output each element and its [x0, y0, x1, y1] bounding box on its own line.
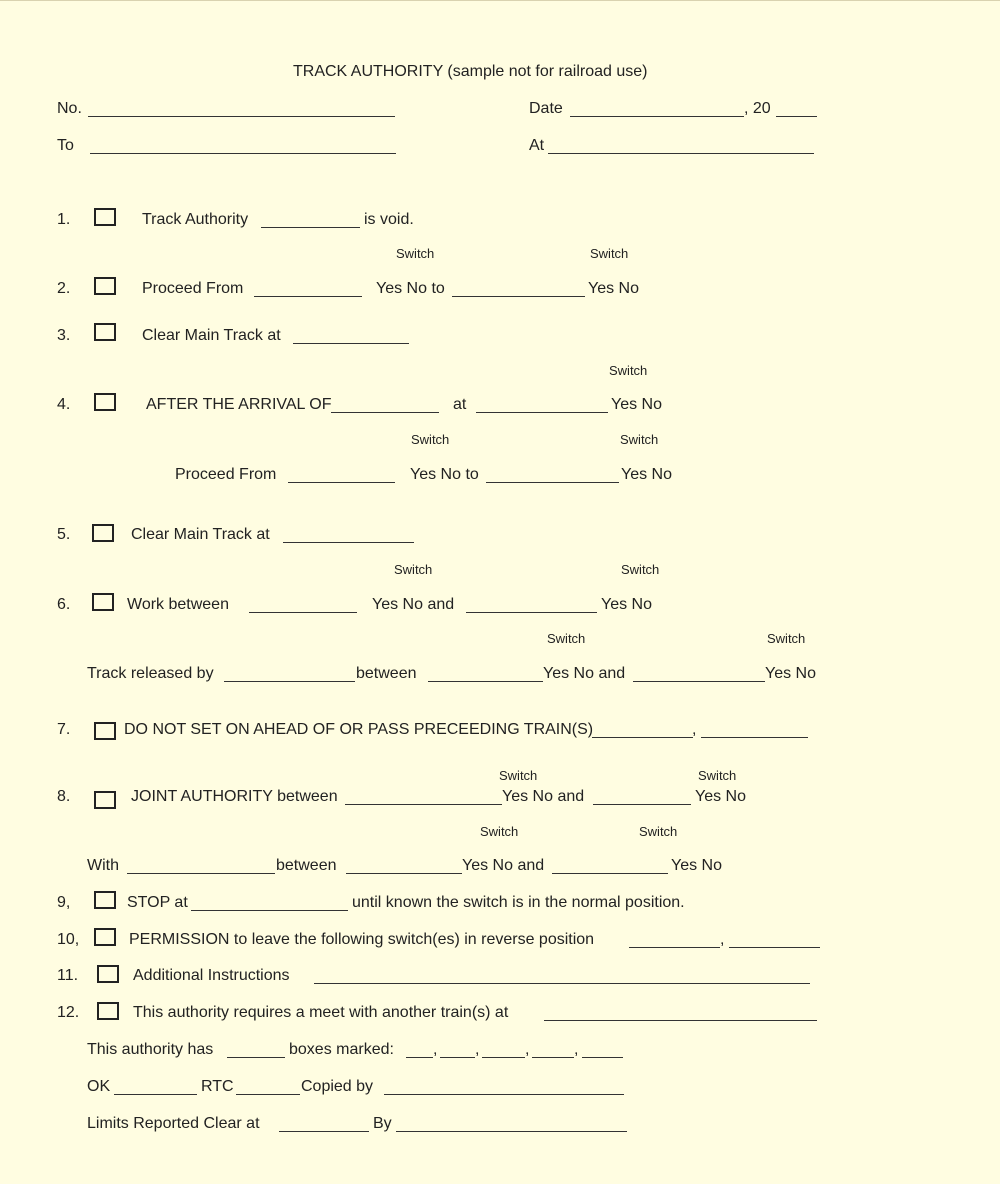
item-number: 11. — [57, 967, 79, 984]
item-number: 12. — [57, 1004, 80, 1021]
item-6-between-field[interactable] — [249, 612, 357, 613]
item-5-field[interactable] — [283, 542, 414, 543]
item-8-mid: Yes No and — [502, 788, 585, 805]
to-field[interactable] — [90, 153, 396, 154]
item-8-between2-field[interactable] — [346, 873, 462, 874]
ok-field[interactable] — [114, 1094, 197, 1095]
page-title: TRACK AUTHORITY (sample not for railroad use) — [293, 63, 648, 80]
switch-label: Switch — [499, 768, 538, 783]
item-4-at: at — [453, 396, 467, 413]
item-4-at-field[interactable] — [476, 412, 608, 413]
yes-no: Yes No — [601, 596, 652, 613]
box-field[interactable] — [482, 1057, 525, 1058]
switch-label: Switch — [620, 432, 659, 447]
item-8-between-field[interactable] — [345, 804, 502, 805]
item-number: 9, — [57, 894, 71, 911]
boxes-count-field[interactable] — [227, 1057, 285, 1058]
item-7-comma: , — [692, 721, 697, 738]
yes-no: Yes No — [695, 788, 746, 805]
top-border — [0, 0, 1000, 1]
year-field[interactable] — [776, 116, 817, 117]
item-6-mid: Yes No and — [372, 596, 455, 613]
switch-label: Switch — [396, 246, 435, 261]
item-10-comma: , — [720, 931, 725, 948]
item-12-text: This authority requires a meet with another train(s) at — [133, 1004, 509, 1021]
switch-label: Switch — [609, 363, 648, 378]
item-6-mid2: Yes No and — [543, 665, 626, 682]
item-number: 8. — [57, 788, 71, 805]
item-4-mid: Yes No to — [410, 466, 479, 483]
item-8-with: With — [87, 857, 119, 874]
limits-label: Limits Reported Clear at — [87, 1115, 260, 1132]
yes-no: Yes No — [671, 857, 722, 874]
box-field[interactable] — [440, 1057, 475, 1058]
item-11-text: Additional Instructions — [133, 967, 290, 984]
item-5-checkbox[interactable] — [92, 524, 114, 542]
at-field[interactable] — [548, 153, 814, 154]
item-number: 7. — [57, 721, 71, 738]
box-comma: , — [475, 1041, 480, 1058]
switch-label: Switch — [621, 562, 660, 577]
item-9-checkbox[interactable] — [94, 891, 116, 909]
item-number: 2. — [57, 280, 71, 297]
item-10-switch-field-1[interactable] — [629, 947, 720, 948]
item-6-text: Work between — [127, 596, 229, 613]
yes-no: Yes No — [621, 466, 672, 483]
item-9-text: STOP at — [127, 894, 188, 911]
item-6-and2-field[interactable] — [633, 681, 765, 682]
item-6-released: Track released by — [87, 665, 214, 682]
copied-label: Copied by — [301, 1078, 374, 1095]
no-label: No. — [57, 100, 82, 117]
item-3-field[interactable] — [293, 343, 409, 344]
item-8-mid2: Yes No and — [462, 857, 545, 874]
item-7-checkbox[interactable] — [94, 722, 116, 740]
switch-label: Switch — [639, 824, 678, 839]
item-number: 1. — [57, 211, 71, 228]
item-7-train-field-1[interactable] — [592, 737, 693, 738]
year-prefix: , 20 — [744, 100, 771, 117]
date-field[interactable] — [570, 116, 744, 117]
by-label: By — [373, 1115, 392, 1132]
item-6-and-field[interactable] — [466, 612, 597, 613]
item-7-text: DO NOT SET ON AHEAD OF OR PASS PRECEEDING TRAIN(S) — [124, 721, 594, 738]
switch-label: Switch — [411, 432, 450, 447]
box-comma: , — [574, 1041, 579, 1058]
item-5-text: Clear Main Track at — [131, 526, 270, 543]
ok-label: OK — [87, 1078, 111, 1095]
item-6-between: between — [356, 665, 417, 682]
item-number: 4. — [57, 396, 71, 413]
item-4-proceed: Proceed From — [175, 466, 277, 483]
box-field[interactable] — [406, 1057, 433, 1058]
item-9-field[interactable] — [191, 910, 348, 911]
copied-field[interactable] — [384, 1094, 624, 1095]
item-9-suffix: until known the switch is in the normal position. — [352, 894, 685, 911]
item-12-field[interactable] — [544, 1020, 817, 1021]
switch-label: Switch — [767, 631, 806, 646]
item-8-text: JOINT AUTHORITY between — [131, 788, 338, 805]
switch-label: Switch — [394, 562, 433, 577]
switch-label: Switch — [698, 768, 737, 783]
switch-label: Switch — [547, 631, 586, 646]
item-number: 3. — [57, 327, 71, 344]
item-1-authority-field[interactable] — [261, 227, 360, 228]
to-label: To — [57, 137, 74, 154]
item-3-text: Clear Main Track at — [142, 327, 281, 344]
boxes-prefix: This authority has — [87, 1041, 214, 1058]
box-field[interactable] — [532, 1057, 574, 1058]
item-6-checkbox[interactable] — [92, 593, 114, 611]
item-2-checkbox[interactable] — [94, 277, 116, 295]
switch-label: Switch — [480, 824, 519, 839]
by-field[interactable] — [396, 1131, 627, 1132]
item-7-train-field-2[interactable] — [701, 737, 808, 738]
item-4-to-field[interactable] — [486, 482, 619, 483]
item-10-text: PERMISSION to leave the following switch(es) in reverse position — [129, 931, 595, 948]
item-8-checkbox[interactable] — [94, 791, 116, 809]
item-4-from-field[interactable] — [288, 482, 395, 483]
item-2-from-field[interactable] — [254, 296, 362, 297]
item-8-and2-field[interactable] — [552, 873, 668, 874]
item-6-between2-field[interactable] — [428, 681, 543, 682]
box-comma: , — [525, 1041, 530, 1058]
item-2-to-field[interactable] — [452, 296, 585, 297]
boxes-marked: boxes marked: — [289, 1041, 394, 1058]
item-3-checkbox[interactable] — [94, 323, 116, 341]
item-1-suffix: is void. — [364, 211, 414, 228]
item-4-text: AFTER THE ARRIVAL OF — [146, 396, 332, 413]
item-4-checkbox[interactable] — [94, 393, 116, 411]
item-number: 6. — [57, 596, 71, 613]
item-10-checkbox[interactable] — [94, 928, 116, 946]
yes-no: Yes No — [588, 280, 639, 297]
item-number: 5. — [57, 526, 71, 543]
box-field[interactable] — [582, 1057, 623, 1058]
item-number: 10, — [57, 931, 80, 948]
item-8-and-field[interactable] — [593, 804, 691, 805]
rtc-field[interactable] — [236, 1094, 300, 1095]
rtc-label: RTC — [201, 1078, 234, 1095]
item-1-text: Track Authority — [142, 211, 249, 228]
item-10-switch-field-2[interactable] — [729, 947, 820, 948]
no-field[interactable] — [88, 116, 395, 117]
item-8-with-field[interactable] — [127, 873, 275, 874]
item-11-checkbox[interactable] — [97, 965, 119, 983]
item-8-between: between — [276, 857, 337, 874]
limits-field[interactable] — [279, 1131, 369, 1132]
item-6-released-field[interactable] — [224, 681, 355, 682]
item-1-checkbox[interactable] — [94, 208, 116, 226]
yes-no: Yes No — [765, 665, 816, 682]
date-label: Date — [529, 100, 563, 117]
box-comma: , — [433, 1041, 438, 1058]
item-11-field[interactable] — [314, 983, 810, 984]
item-2-mid: Yes No to — [376, 280, 445, 297]
yes-no: Yes No — [611, 396, 662, 413]
item-4-arrival-field[interactable] — [331, 412, 439, 413]
switch-label: Switch — [590, 246, 629, 261]
item-12-checkbox[interactable] — [97, 1002, 119, 1020]
at-label: At — [529, 137, 545, 154]
item-2-text: Proceed From — [142, 280, 244, 297]
